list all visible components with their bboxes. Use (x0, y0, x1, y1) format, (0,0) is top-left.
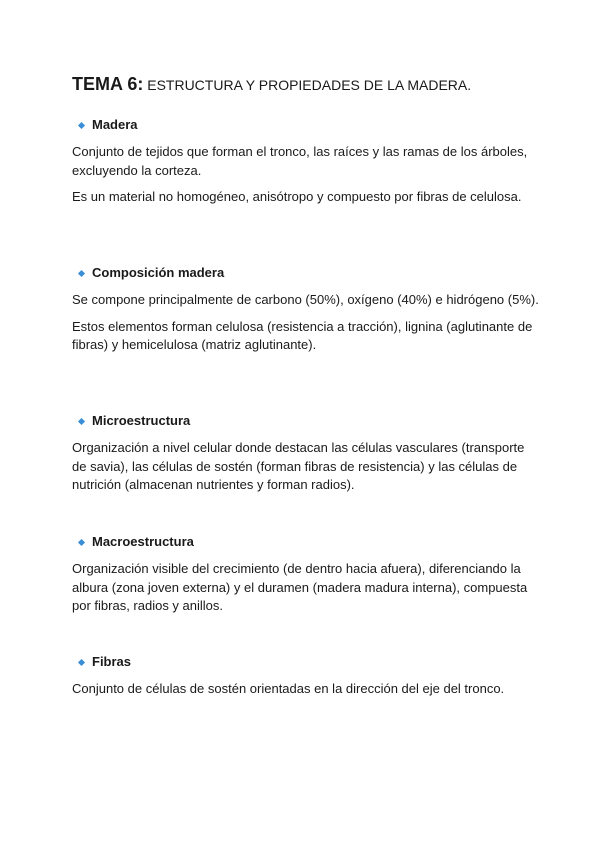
section-paragraph: Estos elementos forman celulosa (resistencia a tracción), lignina (aglutinante de fibras) y hemicelulosa (matriz aglutinante). (72, 318, 533, 352)
diamond-bullet-icon (78, 417, 85, 424)
section-fibras (72, 653, 542, 699)
section-heading-text: Microestructura (92, 413, 191, 428)
diamond-bullet-icon (78, 658, 85, 665)
section-heading (72, 264, 542, 282)
title-lead: TEMA 6: (72, 74, 144, 94)
section-heading (72, 116, 542, 134)
section-paragraph: Conjunto de células de sostén orientadas en la dirección del eje del tronco. (72, 681, 505, 696)
section-heading-text: Macroestructura (92, 534, 194, 549)
section-madera (72, 116, 542, 207)
section-heading-text: Composición madera (92, 265, 225, 280)
diamond-bullet-icon (78, 121, 85, 128)
section-microestructura (72, 412, 542, 495)
document-title (72, 74, 471, 95)
title-text: ESTRUCTURA Y PROPIEDADES DE LA MADERA. (143, 77, 472, 93)
section-paragraph: Se compone principalmente de carbono (50%), oxígeno (40%) e hidrógeno (5%). (72, 292, 539, 307)
section-heading (72, 412, 542, 430)
section-heading (72, 653, 542, 671)
section-heading-text: Madera (92, 117, 138, 132)
diamond-bullet-icon (78, 269, 85, 276)
section-heading-text: Fibras (92, 654, 132, 669)
section-paragraph: Es un material no homogéneo, anisótropo y compuesto por fibras de celulosa. (72, 189, 522, 204)
section-heading (72, 533, 542, 551)
section-composicion-madera (72, 264, 542, 355)
section-paragraph: Organización visible del crecimiento (de dentro hacia afuera), diferenciando la albura (zona joven externa) y el duramen (madera madura interna), compuesta por fibras, radios y anillos. (72, 561, 528, 613)
section-paragraph: Conjunto de tejidos que forman el tronco, las raíces y las ramas de los árboles, excluyendo la corteza. (72, 144, 528, 178)
diamond-bullet-icon (78, 538, 85, 545)
section-macroestructura (72, 533, 542, 616)
section-paragraph: Organización a nivel celular donde destacan las células vasculares (transporte de savia), las células de sostén (forman fibras de resistencia) y las células de nutrición (almacenan nutrientes y forman radios). (72, 440, 525, 492)
